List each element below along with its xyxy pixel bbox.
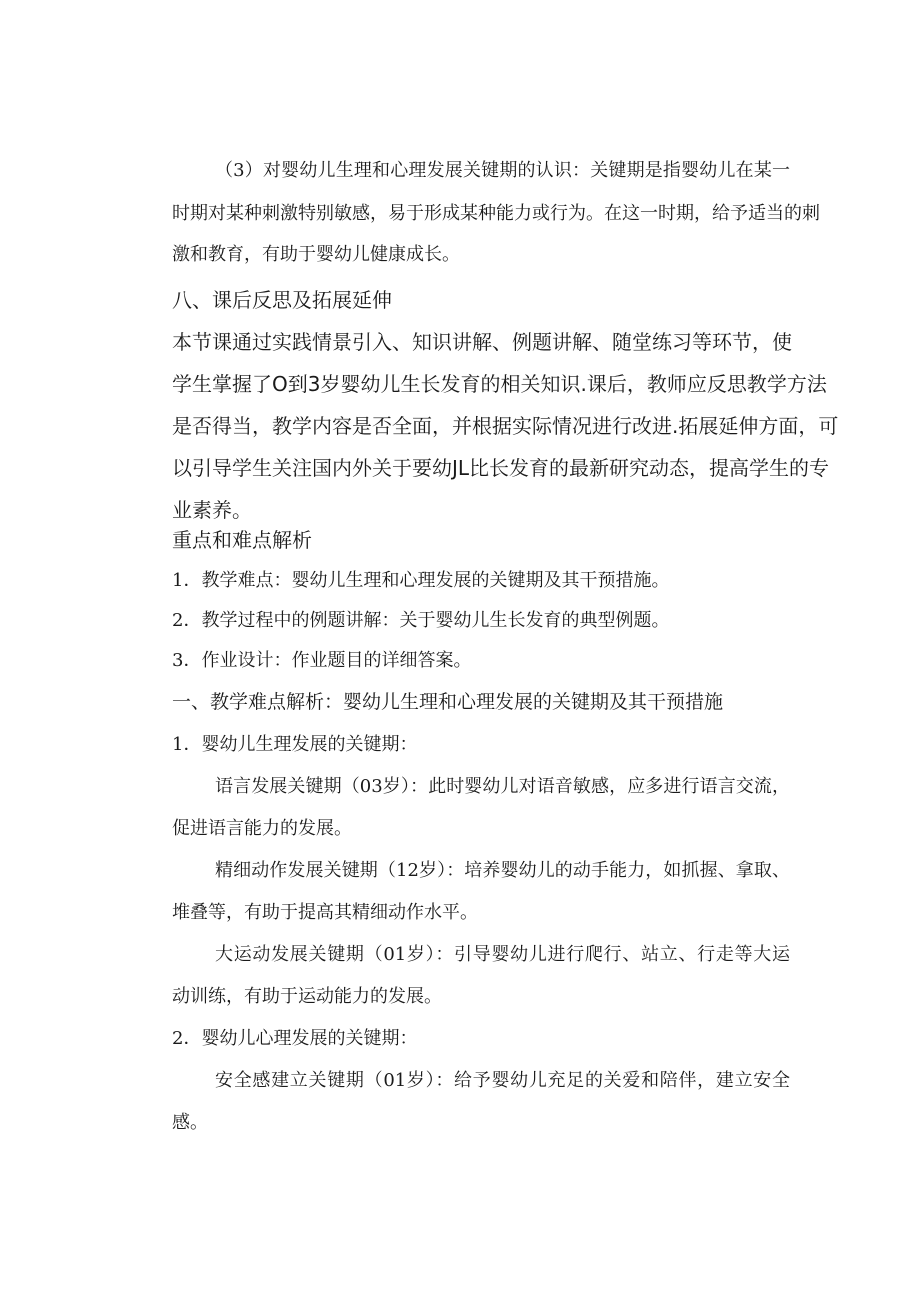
paragraph-line: 业素养。 xyxy=(172,498,252,522)
paragraph-line: 精细动作发展关键期（12岁）：培养婴幼儿的动手能力，如抓握、拿取、 xyxy=(215,860,790,881)
list-item: 1．教学难点：婴幼儿生理和心理发展的关键期及其干预措施。 xyxy=(172,570,670,591)
paragraph-line: 本节课通过实践情景引入、知识讲解、例题讲解、随堂练习等环节，使 xyxy=(172,330,792,354)
paragraph-line: 堆叠等，有助于提高其精细动作水平。 xyxy=(172,902,478,923)
paragraph-line: 时期对某种刺激特别敏感，易于形成某种能力或行为。在这一时期，给予适当的刺 xyxy=(172,203,820,224)
list-item: 3．作业设计：作业题目的详细答案。 xyxy=(172,650,472,671)
paragraph-line: 动训练，有助于运动能力的发展。 xyxy=(172,986,442,1007)
paragraph-line: 感。 xyxy=(172,1112,208,1133)
section-heading: 八、课后反思及拓展延伸 xyxy=(172,288,392,312)
paragraph-line: 语言发展关键期（03岁）：此时婴幼儿对语音敏感，应多进行语言交流， xyxy=(215,776,790,797)
section-heading: 重点和难点解析 xyxy=(172,528,312,552)
paragraph-line: 激和教育，有助于婴幼儿健康成长。 xyxy=(172,244,460,265)
paragraph-line: 大运动发展关键期（01岁）：引导婴幼儿进行爬行、站立、行走等大运 xyxy=(215,944,790,965)
subsection-heading: 2．婴幼儿心理发展的关键期： xyxy=(172,1028,418,1049)
paragraph-line: 以引导学生关注国内外关于要幼JL比长发育的最新研究动态，提高学生的专 xyxy=(172,456,830,480)
paragraph-line: （3）对婴幼儿生理和心理发展关键期的认识：关键期是指婴幼儿在某一 xyxy=(215,160,790,181)
section-heading: 一、教学难点解析：婴幼儿生理和心理发展的关键期及其干预措施 xyxy=(172,691,724,713)
paragraph-line: 是否得当，教学内容是否全面，并根据实际情况进行改进.拓展延伸方面，可 xyxy=(172,414,839,438)
subsection-heading: 1．婴幼儿生理发展的关键期： xyxy=(172,734,418,755)
paragraph-line: 安全感建立关键期（01岁）：给予婴幼儿充足的关爱和陪伴，建立安全 xyxy=(215,1070,790,1091)
list-item: 2．教学过程中的例题讲解：关于婴幼儿生长发育的典型例题。 xyxy=(172,610,670,631)
paragraph-line: 促进语言能力的发展。 xyxy=(172,818,352,839)
paragraph-line: 学生掌握了O到3岁婴幼儿生长发育的相关知识.课后，教师应反思教学方法 xyxy=(172,372,827,396)
